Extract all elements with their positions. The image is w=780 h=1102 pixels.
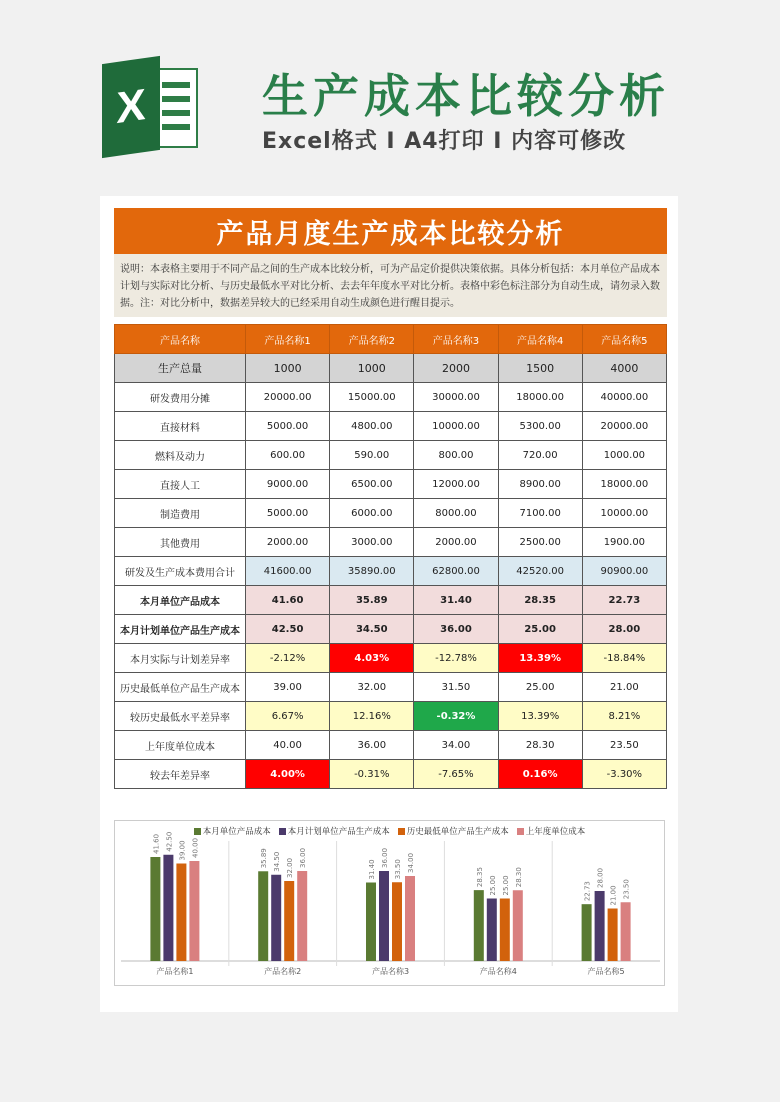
table-cell[interactable]: 800.00	[414, 441, 498, 470]
table-cell[interactable]: 1000	[330, 354, 414, 383]
table-cell[interactable]: 28.00	[582, 615, 666, 644]
table-cell[interactable]: 0.16%	[498, 760, 582, 789]
table-cell[interactable]: -18.84%	[582, 644, 666, 673]
table-cell[interactable]: 5000.00	[246, 499, 330, 528]
page-subtitle: Excel格式 I A4打印 I 内容可修改	[262, 129, 627, 154]
table-cell[interactable]: -0.31%	[330, 760, 414, 789]
row-label: 上年度单位成本	[115, 731, 246, 760]
table-cell[interactable]: 18000.00	[582, 470, 666, 499]
column-header: 产品名称1	[246, 325, 330, 354]
column-header: 产品名称	[115, 325, 246, 354]
row-label: 直接人工	[115, 470, 246, 499]
row-label: 历史最低单位产品生产成本	[115, 673, 246, 702]
legend-label: 上年度单位成本	[525, 827, 586, 837]
table-cell[interactable]: 3000.00	[330, 528, 414, 557]
table-cell[interactable]: 4.03%	[330, 644, 414, 673]
table-cell[interactable]: 34.00	[414, 731, 498, 760]
data-label: 28.35	[475, 867, 484, 888]
category-label: 产品名称2	[264, 967, 302, 976]
data-label: 33.50	[394, 859, 402, 880]
table-cell[interactable]: 62800.00	[414, 557, 498, 586]
legend-label: 本月计划单位产品生产成本	[287, 827, 390, 837]
row-label: 本月单位产品成本	[115, 586, 246, 615]
table-row	[115, 702, 667, 731]
bar	[500, 899, 510, 962]
table-cell[interactable]: 28.35	[498, 586, 582, 615]
table-cell[interactable]: 10000.00	[414, 412, 498, 441]
data-label: 36.00	[381, 847, 389, 868]
table-cell[interactable]: 36.00	[330, 731, 414, 760]
bar	[284, 881, 294, 961]
table-cell[interactable]: 10000.00	[582, 499, 666, 528]
table-cell[interactable]: 30000.00	[414, 383, 498, 412]
table-cell[interactable]: 5000.00	[246, 412, 330, 441]
table-cell[interactable]: 1900.00	[582, 528, 666, 557]
category-label: 产品名称1	[156, 967, 194, 976]
excel-logo-icon	[102, 60, 200, 154]
row-label: 燃料及动力	[115, 441, 246, 470]
category-label: 产品名称3	[371, 967, 410, 976]
table-cell[interactable]: 8000.00	[414, 499, 498, 528]
table-cell[interactable]: 35890.00	[330, 557, 414, 586]
table-cell[interactable]: 6500.00	[330, 470, 414, 499]
table-cell[interactable]: 22.73	[582, 586, 666, 615]
table-cell[interactable]: 12000.00	[414, 470, 498, 499]
table-cell[interactable]: -3.30%	[582, 760, 666, 789]
bar	[474, 890, 484, 961]
row-label: 本月实际与计划差异率	[115, 644, 246, 673]
table-row	[115, 731, 667, 760]
table-cell[interactable]: 40000.00	[582, 383, 666, 412]
table-row	[115, 528, 667, 557]
data-label: 25.00	[501, 875, 510, 896]
logo-letter: X	[102, 56, 160, 158]
bar	[595, 891, 605, 961]
table-cell[interactable]: 7100.00	[498, 499, 582, 528]
table-cell[interactable]: 5300.00	[498, 412, 582, 441]
bar	[621, 902, 631, 961]
bar	[487, 899, 497, 962]
document-card	[100, 196, 678, 1012]
column-header: 产品名称4	[498, 325, 582, 354]
table-cell[interactable]: 25.00	[498, 673, 582, 702]
bar	[258, 871, 268, 961]
table-cell[interactable]: 31.40	[414, 586, 498, 615]
bar	[176, 864, 186, 962]
table-row	[115, 499, 667, 528]
row-label: 本月计划单位产品生产成本	[115, 615, 246, 644]
table-cell[interactable]: 720.00	[498, 441, 582, 470]
row-label: 较去年差异率	[115, 760, 246, 789]
bar	[271, 875, 281, 961]
sheet-banner: 产品月度生产成本比较分析	[114, 208, 667, 254]
bar	[405, 876, 415, 961]
table-cell[interactable]: -2.12%	[246, 644, 330, 673]
table-cell[interactable]: 6000.00	[330, 499, 414, 528]
table-cell[interactable]: 9000.00	[246, 470, 330, 499]
table-cell[interactable]: 2000.00	[414, 528, 498, 557]
data-label: 28.00	[596, 867, 605, 888]
column-header: 产品名称3	[414, 325, 498, 354]
table-cell[interactable]: 36.00	[414, 615, 498, 644]
table-cell[interactable]: 1000.00	[582, 441, 666, 470]
row-label: 其他费用	[115, 528, 246, 557]
table-row	[115, 412, 667, 441]
cost-table	[114, 324, 667, 789]
table-cell[interactable]: 13.39%	[498, 702, 582, 731]
table-cell[interactable]: 28.30	[498, 731, 582, 760]
table-cell[interactable]: 23.50	[582, 731, 666, 760]
row-label: 生产总量	[115, 354, 246, 383]
bar	[150, 857, 160, 961]
table-row	[115, 557, 667, 586]
table-cell[interactable]: 2500.00	[498, 528, 582, 557]
sheet-note: 说明：本表格主要用于不同产品之间的生产成本比较分析，可为产品定价提供决策依据。具体分析包括：本月单位产品成本计划与实际对比分析、与历史最低水平对比分析、去去年年度水平对比分析。表格中彩色标注部分为自动生成，请勿录入数据。注：对比分析中，数据差异较大的已经采用自动生成颜色进行醒目提示。	[114, 254, 667, 317]
table-cell[interactable]: 20000.00	[582, 412, 666, 441]
row-label: 较历史最低水平差异率	[115, 702, 246, 731]
table-cell[interactable]: 1500	[498, 354, 582, 383]
table-cell[interactable]: 41600.00	[246, 557, 330, 586]
table-cell[interactable]: 2000.00	[246, 528, 330, 557]
bar	[582, 904, 592, 961]
table-cell[interactable]: 600.00	[246, 441, 330, 470]
row-label: 研发及生产成本费用合计	[115, 557, 246, 586]
data-label: 25.00	[488, 875, 497, 896]
bar	[297, 871, 307, 961]
table-cell[interactable]: -0.32%	[414, 702, 498, 731]
table-cell[interactable]: 31.50	[414, 673, 498, 702]
table-cell[interactable]: 15000.00	[330, 383, 414, 412]
category-label: 产品名称5	[587, 967, 625, 976]
legend-label: 历史最低单位产品生产成本	[406, 827, 509, 837]
table-cell[interactable]: 590.00	[330, 441, 414, 470]
table-cell[interactable]: 4.00%	[246, 760, 330, 789]
bar	[392, 882, 402, 961]
data-label: 28.30	[514, 867, 523, 888]
data-label: 36.00	[299, 847, 308, 868]
table-cell[interactable]: 41.60	[246, 586, 330, 615]
column-header: 产品名称5	[582, 325, 666, 354]
table-cell[interactable]: 8900.00	[498, 470, 582, 499]
table-row	[115, 354, 667, 383]
table-row	[115, 383, 667, 412]
data-label: 23.50	[622, 879, 631, 900]
table-cell[interactable]: 4000	[582, 354, 666, 383]
table-row	[115, 760, 667, 789]
table-row	[115, 673, 667, 702]
table-cell[interactable]: 40.00	[246, 731, 330, 760]
bar	[608, 909, 618, 962]
data-label: 32.00	[286, 857, 295, 878]
data-label: 39.00	[178, 840, 187, 861]
table-cell[interactable]: 34.50	[330, 615, 414, 644]
column-header: 产品名称2	[330, 325, 414, 354]
table-cell[interactable]: 13.39%	[498, 644, 582, 673]
table-cell[interactable]: 39.00	[246, 673, 330, 702]
table-row	[115, 615, 667, 644]
table-cell[interactable]: 4800.00	[330, 412, 414, 441]
page-title: 生产成本比较分析	[262, 69, 670, 123]
data-label: 42.50	[165, 831, 174, 852]
row-label: 制造费用	[115, 499, 246, 528]
chart-plot	[115, 821, 666, 987]
bar	[379, 871, 389, 961]
data-label: 31.40	[368, 859, 376, 880]
category-label: 产品名称4	[479, 967, 517, 976]
cost-chart	[114, 820, 665, 986]
data-label: 41.60	[152, 833, 161, 854]
table-cell[interactable]: 35.89	[330, 586, 414, 615]
data-label: 35.89	[260, 848, 269, 869]
data-label: 21.00	[609, 885, 618, 906]
table-cell[interactable]: 2000	[414, 354, 498, 383]
table-cell[interactable]: 25.00	[498, 615, 582, 644]
bar	[513, 890, 523, 961]
legend-label: 本月单位产品成本	[202, 827, 271, 837]
table-cell[interactable]: 6.67%	[246, 702, 330, 731]
table-cell[interactable]: 20000.00	[246, 383, 330, 412]
table-row	[115, 441, 667, 470]
bar	[163, 855, 173, 961]
table-cell[interactable]: 12.16%	[330, 702, 414, 731]
bar	[366, 883, 376, 962]
table-row	[115, 644, 667, 673]
data-label: 40.00	[191, 837, 200, 858]
data-label: 34.00	[407, 852, 415, 873]
row-label: 直接材料	[115, 412, 246, 441]
table-cell[interactable]: 18000.00	[498, 383, 582, 412]
data-label: 34.50	[273, 851, 282, 872]
row-label: 研发费用分摊	[115, 383, 246, 412]
table-cell[interactable]: -7.65%	[414, 760, 498, 789]
table-cell[interactable]: -12.78%	[414, 644, 498, 673]
table-header-row	[115, 325, 667, 354]
table-cell[interactable]: 32.00	[330, 673, 414, 702]
table-cell[interactable]: 8.21%	[582, 702, 666, 731]
table-row	[115, 470, 667, 499]
table-row	[115, 586, 667, 615]
table-cell[interactable]: 42.50	[246, 615, 330, 644]
table-cell[interactable]: 42520.00	[498, 557, 582, 586]
data-label: 22.73	[583, 881, 592, 902]
table-cell[interactable]: 90900.00	[582, 557, 666, 586]
table-cell[interactable]: 21.00	[582, 673, 666, 702]
bar	[189, 861, 199, 961]
table-cell[interactable]: 1000	[246, 354, 330, 383]
